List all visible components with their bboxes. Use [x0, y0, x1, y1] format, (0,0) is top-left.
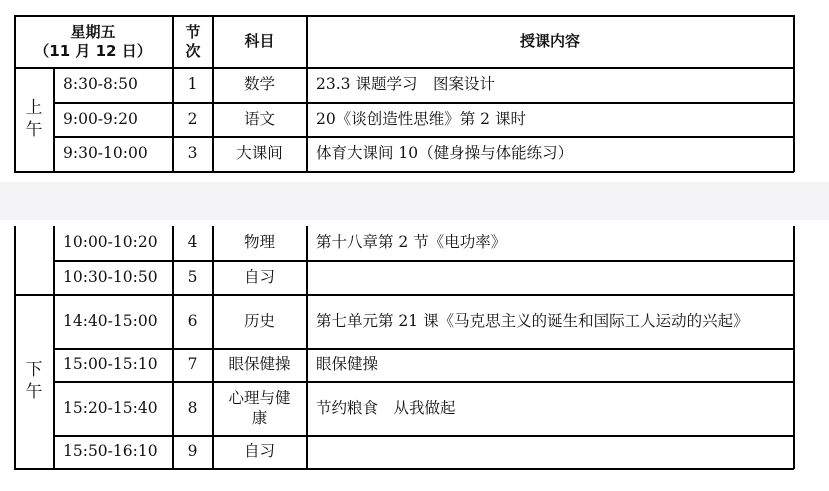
row-3-num: 3 [187, 144, 198, 163]
row-7-content: 眼保健操 [316, 355, 379, 374]
row-8-subject: 心理与健康 [228, 389, 291, 427]
row-3-content: 体育大课间 10（健身操与体能练习） [316, 144, 574, 163]
header-date: （11 月 12 日） [34, 41, 152, 60]
row-5-content [307, 261, 794, 294]
row-7-time: 15:00-15:10 [63, 355, 158, 374]
row-8-num: 8 [187, 398, 198, 417]
row-8-time: 15:20-15:40 [63, 398, 158, 417]
header-period: 节次 [185, 22, 201, 60]
row-9-subject: 自习 [243, 442, 275, 461]
row-2-content: 20《谈创造性思维》第 2 课时 [316, 109, 526, 128]
session-afternoon: 下午 [25, 360, 43, 402]
row-9-time: 15:50-16:10 [63, 442, 158, 461]
row-7-num: 7 [187, 355, 198, 374]
row-2-subject: 语文 [243, 109, 275, 128]
row-7-subject: 眼保健操 [228, 355, 291, 374]
row-4-content: 第十八章第 2 节《电功率》 [316, 233, 507, 252]
row-5-num: 5 [187, 267, 198, 286]
row-3-time: 9:30-10:00 [63, 144, 148, 163]
row-9-num: 9 [187, 442, 198, 461]
row-4-subject: 物理 [243, 233, 275, 252]
header-content: 授课内容 [519, 32, 580, 51]
header-subject: 科目 [244, 32, 275, 51]
row-1-num: 1 [187, 75, 198, 94]
row-6-subject: 历史 [243, 311, 275, 330]
row-2-num: 2 [187, 109, 198, 128]
row-6-num: 6 [187, 311, 198, 330]
row-9-content [307, 436, 794, 468]
row-1-time: 8:30-8:50 [63, 75, 138, 94]
row-6-time: 14:40-15:00 [63, 311, 158, 330]
header-day: 星期五 [70, 22, 116, 41]
row-3-subject: 大课间 [236, 144, 283, 163]
header-day-cell [14, 16, 172, 67]
row-4-time: 10:00-10:20 [63, 233, 158, 252]
row-1-content: 23.3 课题学习 图案设计 [316, 75, 495, 94]
row-5-time: 10:30-10:50 [63, 267, 158, 286]
row-6-content: 第七单元第 21 课《马克思主义的诞生和国际工人运动的兴起》 [316, 311, 749, 330]
row-4-num: 4 [187, 233, 198, 252]
row-1-subject: 数学 [243, 75, 275, 94]
page-break [0, 182, 829, 220]
session-morning: 上午 [25, 98, 43, 140]
row-8-content: 节约粮食 从我做起 [316, 398, 456, 417]
row-2-time: 9:00-9:20 [63, 109, 138, 128]
row-5-subject: 自习 [243, 267, 275, 286]
